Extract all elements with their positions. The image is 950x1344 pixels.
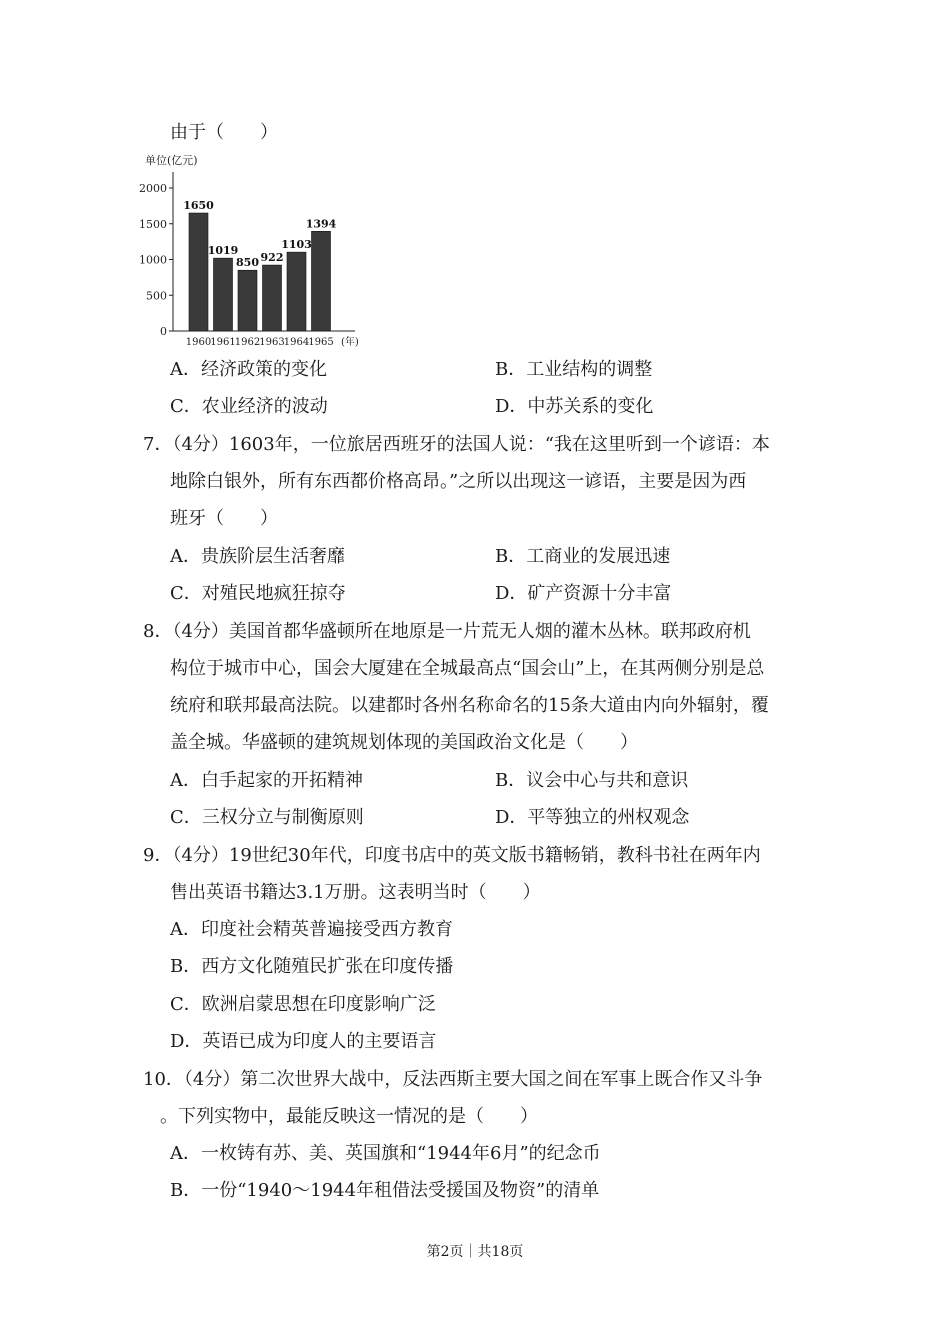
chart-bar bbox=[312, 231, 331, 331]
q8-option-b[interactable]: B．议会中心与共和意识 bbox=[495, 770, 689, 791]
chart-data-label: 1650 bbox=[183, 199, 214, 213]
chart-x-axis-label: (年) bbox=[341, 337, 359, 348]
chart-x-tick-label: 1965 bbox=[308, 337, 334, 348]
q7-line-1: 7．（4分）1603年，一位旅居西班牙的法国人说：“我在这里听到一个谚语：本 bbox=[143, 434, 770, 455]
chart-bar bbox=[238, 270, 257, 331]
chart-data-label: 850 bbox=[236, 256, 259, 270]
q9-line-1: 9．（4分）19世纪30年代，印度书店中的英文版书籍畅销，教科书社在两年内 bbox=[143, 845, 761, 866]
chart-x-tick-label: 1963 bbox=[259, 337, 285, 348]
q7-line-3: 班牙（ ） bbox=[170, 508, 278, 529]
q7-option-b[interactable]: B．工商业的发展迅速 bbox=[495, 546, 671, 567]
chart-x-tick-label: 1960 bbox=[185, 337, 212, 348]
q9-option-c[interactable]: C．欧洲启蒙思想在印度影响广泛 bbox=[170, 994, 436, 1015]
q7-line-2: 地除白银外，所有东西都价格高昂。”之所以出现这一谚语，主要是因为西 bbox=[170, 471, 747, 492]
q10-option-b[interactable]: B．一份“1940～1944年租借法受援国及物资”的清单 bbox=[170, 1180, 600, 1201]
q8-line-4: 盖全城。华盛顿的建筑规划体现的美国政治文化是（ ） bbox=[170, 732, 638, 753]
chart-bar bbox=[189, 213, 208, 331]
chart-y-tick-label: 1000 bbox=[139, 253, 167, 267]
chart-data-label: 1394 bbox=[305, 217, 337, 231]
q9-option-d[interactable]: D．英语已成为印度人的主要语言 bbox=[170, 1031, 437, 1052]
q7-option-c[interactable]: C．对殖民地疯狂掠夺 bbox=[170, 583, 346, 604]
chart-y-tick-label: 500 bbox=[146, 289, 167, 303]
chart-unit-label: 单位(亿元) bbox=[145, 154, 198, 167]
q6-stem-tail: 由于（ ） bbox=[170, 122, 278, 143]
q9-option-b[interactable]: B．西方文化随殖民扩张在印度传播 bbox=[170, 956, 454, 977]
chart-x-tick-label: 1962 bbox=[234, 337, 261, 348]
chart-y-tick-label: 2000 bbox=[139, 182, 167, 195]
chart-data-label: 1103 bbox=[281, 238, 312, 252]
chart-data-label: 922 bbox=[260, 251, 284, 265]
q10-option-a[interactable]: A．一枚铸有苏、美、英国旗和“1944年6月”的纪念币 bbox=[170, 1143, 601, 1164]
chart-bar bbox=[214, 258, 233, 331]
q6-option-d[interactable]: D．中苏关系的变化 bbox=[495, 396, 654, 417]
chart-y-tick-label: 0 bbox=[160, 325, 167, 338]
chart-y-tick-label: 1500 bbox=[139, 217, 167, 231]
q6-bar-chart bbox=[139, 150, 365, 350]
q10-line-2: 。下列实物中，最能反映这一情况的是（ ） bbox=[160, 1106, 538, 1127]
chart-data-label: 1019 bbox=[207, 244, 239, 258]
q9-option-a[interactable]: A．印度社会精英普遍接受西方教育 bbox=[170, 919, 453, 940]
q10-line-1: 10．（4分）第二次世界大战中，反法西斯主要大国之间在军事上既合作又斗争 bbox=[143, 1069, 763, 1090]
chart-x-tick-label: 1961 bbox=[210, 337, 236, 348]
q6-option-c[interactable]: C．农业经济的波动 bbox=[170, 396, 328, 417]
q8-option-a[interactable]: A．白手起家的开拓精神 bbox=[170, 770, 363, 791]
chart-x-tick-label: 1964 bbox=[283, 337, 310, 348]
q8-line-2: 构位于城市中心，国会大厦建在全城最高点“国会山”上，在其两侧分别是总 bbox=[170, 658, 765, 679]
q9-line-2: 售出英语书籍达3.1万册。这表明当时（ ） bbox=[170, 882, 541, 903]
chart-bar bbox=[287, 252, 306, 331]
q6-option-b[interactable]: B．工业结构的调整 bbox=[495, 359, 653, 380]
chart-bar bbox=[263, 265, 282, 331]
page-footer: 第2页｜共18页 bbox=[426, 1244, 524, 1260]
q8-line-1: 8．（4分）美国首都华盛顿所在地原是一片荒无人烟的灌木丛林。联邦政府机 bbox=[143, 621, 751, 642]
q8-option-c[interactable]: C．三权分立与制衡原则 bbox=[170, 807, 364, 828]
q8-line-3: 统府和联邦最高法院。以建都时各州名称命名的15条大道由内向外辐射，覆 bbox=[170, 695, 769, 716]
q7-option-d[interactable]: D．矿产资源十分丰富 bbox=[495, 583, 672, 604]
q7-option-a[interactable]: A．贵族阶层生活奢靡 bbox=[170, 546, 345, 567]
q8-option-d[interactable]: D．平等独立的州权观念 bbox=[495, 807, 690, 828]
q6-option-a[interactable]: A．经济政策的变化 bbox=[170, 359, 327, 380]
